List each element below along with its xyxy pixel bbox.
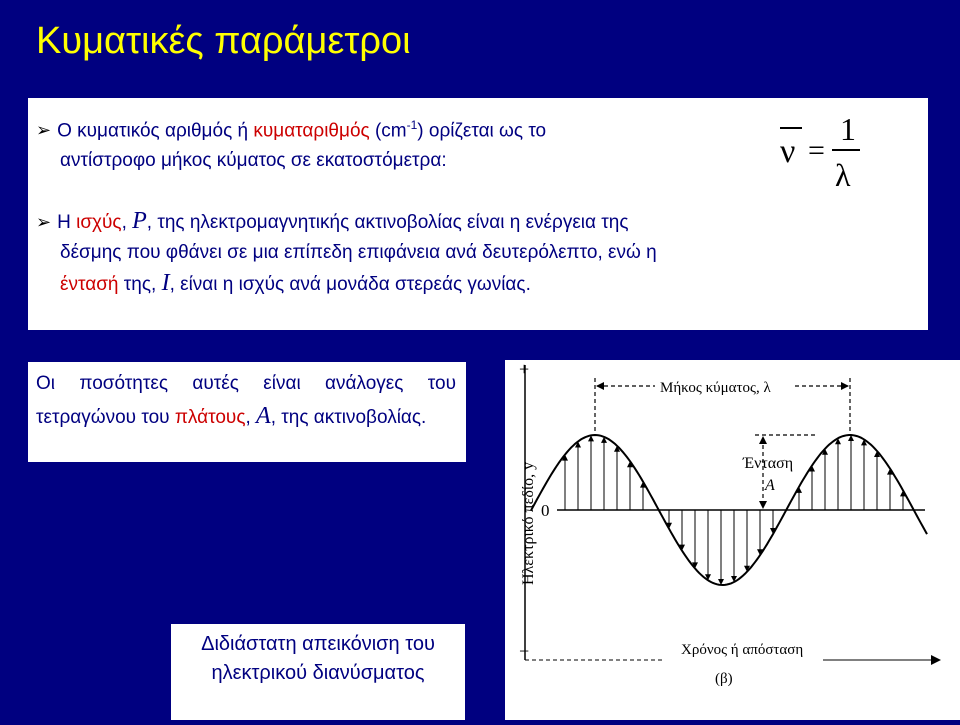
wave-figure <box>505 360 960 720</box>
plus-label: + <box>519 360 530 379</box>
wavelength-label: Μήκος κύματος, λ <box>660 380 771 396</box>
term-power: ισχύς <box>76 212 122 233</box>
amplitude-label: A <box>765 477 775 494</box>
term-intensity: έντασή <box>60 274 119 295</box>
intensity-label: Ένταση <box>743 455 794 472</box>
formula-lambda: λ <box>835 157 851 193</box>
minus-label: − <box>519 641 530 661</box>
bullet-power: ➢ Η ισχύς, P, της ηλεκτρομαγνητικής ακτινοβολίας είναι η ενέργεια της δέσμης που φθάνει σε μια επίπεδη επιφάνεια ανά δευτερόλεπτο, ενώ η έντασή της, I, είναι η ισχύς ανά μονάδα στερεάς γωνίας. <box>36 208 657 296</box>
panel-label: (β) <box>715 671 733 687</box>
caption-text: Διδιάστατη απεικόνιση του ηλεκτρικού διανύσματος <box>201 633 435 684</box>
wavenumber-formula <box>780 100 900 200</box>
formula-nu: ν <box>780 133 796 170</box>
page-title: Κυματικές παράμετροι <box>36 20 411 62</box>
symbol-p: P <box>132 208 147 234</box>
arrow-bullet-icon: ➢ <box>36 212 52 232</box>
y-axis-label: Ηλεκτρικό πεδίο, y <box>520 461 537 585</box>
formula-numerator: 1 <box>840 111 856 147</box>
note-text: Οι ποσότητες αυτές είναι ανάλογες του τετραγώνου του πλάτους, A, της ακτινοβολίας. <box>36 373 456 429</box>
formula-equals: = <box>808 134 825 167</box>
symbol-i: I <box>161 270 170 296</box>
amplitude-arrowhead-top <box>759 436 767 444</box>
term-wavenumber: κυματαριθμός <box>253 120 370 142</box>
symbol-a: A <box>256 403 271 429</box>
wavelength-arrowhead-left <box>596 382 604 390</box>
arrow-bullet-icon: ➢ <box>36 120 52 141</box>
wavelength-arrowhead-right <box>841 382 849 390</box>
note-box <box>28 362 466 462</box>
bullet-wavenumber: ➢ Ο κυματικός αριθμός ή κυματαριθμός $(cm^{-1})$ ορίζεται ως το αντίστροφο μήκος κύματος σε εκατοστόμετρα: <box>36 118 547 172</box>
caption-box <box>171 624 465 720</box>
zero-label: 0 <box>541 501 550 520</box>
amplitude-arrowhead-bottom <box>759 501 767 509</box>
x-arrowhead <box>931 655 941 665</box>
x-axis-label: Χρόνος ή απόσταση <box>681 642 804 658</box>
term-amplitude: πλάτους <box>174 407 246 428</box>
